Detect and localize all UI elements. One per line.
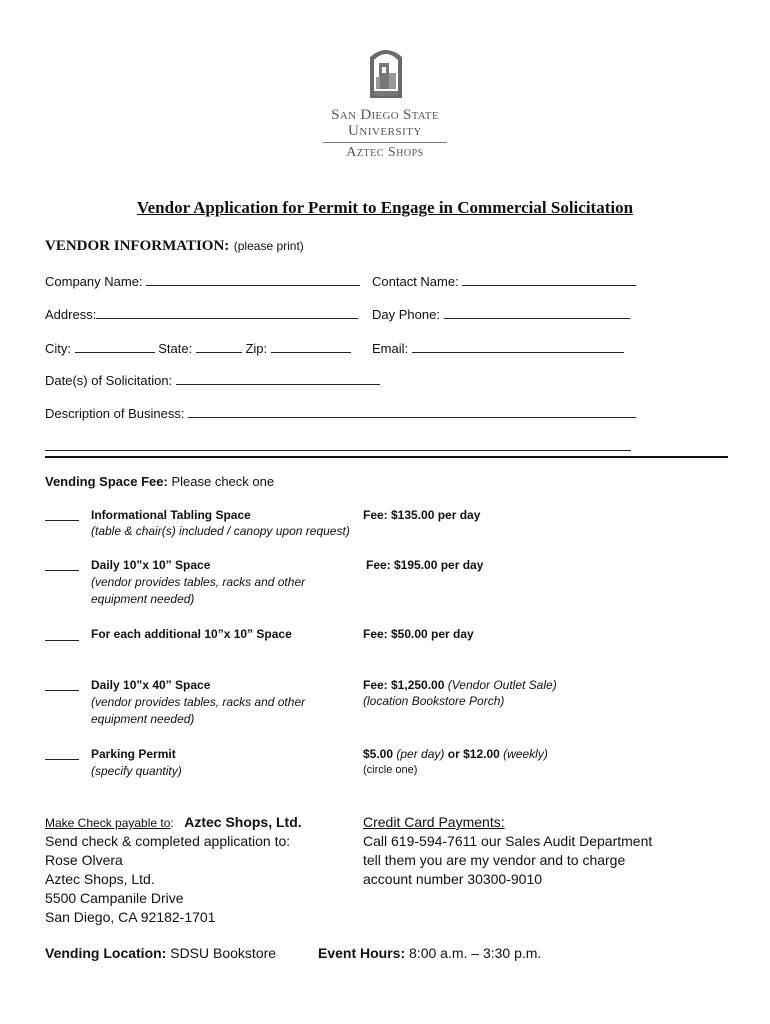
checkbox-line-10x10[interactable] <box>45 558 79 571</box>
mailing-line: Rose Olvera <box>45 852 123 868</box>
check-payable-colon: : <box>170 816 174 830</box>
vendor-info-heading-row <box>45 237 304 255</box>
option-10x40-detail-line: (vendor provides tables, racks and other <box>91 695 306 709</box>
check-payee: Aztec Shops, Ltd. <box>184 814 302 830</box>
parking-fee-daily[interactable]: $5.00 <box>363 747 394 761</box>
option-10x10-detail <box>91 574 305 608</box>
vendor-info-note: (please print) <box>233 239 304 253</box>
zip-label: Zip: <box>245 341 268 356</box>
parking-fee-weekly[interactable]: $12.00 <box>463 747 500 761</box>
option-10x40-fee: Fee: $1,250.00 <box>363 678 445 692</box>
vending-location-value: SDSU Bookstore <box>170 945 277 961</box>
mailing-line: Aztec Shops, Ltd. <box>45 871 155 887</box>
city-field[interactable] <box>75 340 155 353</box>
option-parking-name: Parking Permit <box>91 747 176 761</box>
option-10x40-fee-location: (location Bookstore Porch) <box>363 694 505 708</box>
option-tabling-detail: (table & chair(s) included / canopy upon request) <box>91 524 350 538</box>
dates-row <box>45 372 380 388</box>
dates-field[interactable] <box>176 372 380 385</box>
university-logo <box>300 45 470 165</box>
contact-name-field[interactable] <box>462 273 636 286</box>
logo-line-2: University <box>348 123 422 139</box>
city-state-zip-row <box>45 340 351 356</box>
option-tabling-fee: Fee: $135.00 per day <box>363 508 481 522</box>
logo-line-3: Aztec Shops <box>346 145 424 160</box>
option-10x40-name: Daily 10”x 40” Space <box>91 678 211 692</box>
option-10x10-fee: Fee: $195.00 per day <box>366 558 484 572</box>
address-field[interactable] <box>96 306 358 319</box>
company-name-field[interactable] <box>146 273 360 286</box>
credit-card-line: tell them you are my vendor and to charge <box>363 852 626 868</box>
parking-circle-note: (circle one) <box>363 764 418 776</box>
mailing-address-block <box>45 832 290 927</box>
credit-card-line: account number 30300-9010 <box>363 871 543 887</box>
vending-location-label: Vending Location: <box>45 945 167 961</box>
option-tabling-name: Informational Tabling Space <box>91 508 251 522</box>
fee-heading-label: Vending Space Fee: <box>45 474 168 489</box>
page-title: Vendor Application for Permit to Engage in Commercial Solicitation <box>136 198 634 217</box>
option-parking-fee-row <box>363 747 548 761</box>
logo-line-1: San Diego State <box>331 107 439 123</box>
fee-heading-row <box>45 474 274 489</box>
fee-heading-instruction: Please check one <box>171 474 275 489</box>
credit-card-heading: Credit Card Payments: <box>363 814 505 830</box>
section-divider <box>45 456 728 458</box>
event-hours-row <box>318 945 541 961</box>
checkbox-line-parking[interactable] <box>45 747 79 760</box>
option-10x40-detail-line: equipment needed) <box>91 712 195 726</box>
check-payable-row <box>45 814 302 832</box>
contact-name-row <box>372 273 636 289</box>
checkbox-line-10x40[interactable] <box>45 678 79 691</box>
company-name-row <box>45 273 360 289</box>
address-label: Address: <box>45 307 97 322</box>
state-field[interactable] <box>196 340 242 353</box>
dates-label: Date(s) of Solicitation: <box>45 373 173 388</box>
tower-icon <box>369 47 403 99</box>
parking-fee-daily-note: (per day) <box>396 747 445 761</box>
zip-field[interactable] <box>271 340 351 353</box>
event-hours-label: Event Hours: <box>318 945 406 961</box>
option-10x40-fee-row <box>363 678 557 692</box>
logo-divider <box>323 142 447 143</box>
day-phone-row <box>372 306 630 322</box>
day-phone-field[interactable] <box>444 306 630 319</box>
option-additional-name: For each additional 10”x 10” Space <box>91 627 292 641</box>
option-10x10-name: Daily 10”x 10” Space <box>91 558 211 572</box>
parking-fee-or: or <box>447 747 460 761</box>
credit-card-line: Call 619-594-7611 our Sales Audit Department <box>363 833 653 849</box>
option-10x10-detail-line: (vendor provides tables, racks and other <box>91 575 306 589</box>
option-10x40-fee-note: (Vendor Outlet Sale) <box>447 678 557 692</box>
vending-location-row <box>45 945 276 961</box>
checkbox-line-additional[interactable] <box>45 628 79 641</box>
credit-card-block <box>363 832 652 889</box>
company-name-label: Company Name: <box>45 274 143 289</box>
state-label: State: <box>158 341 193 356</box>
email-label: Email: <box>372 341 409 356</box>
option-10x40-detail <box>91 694 305 728</box>
option-additional-fee: Fee: $50.00 per day <box>363 627 474 641</box>
checkbox-line-tabling[interactable] <box>45 508 79 521</box>
check-payable-label: Make Check payable to <box>45 816 171 830</box>
email-field[interactable] <box>412 340 624 353</box>
option-parking-detail: (specify quantity) <box>91 764 182 778</box>
contact-name-label: Contact Name: <box>372 274 459 289</box>
mailing-line: 5500 Campanile Drive <box>45 890 184 906</box>
description-field-line-2[interactable] <box>45 450 631 451</box>
mailing-line: Send check & completed application to: <box>45 833 291 849</box>
day-phone-label: Day Phone: <box>372 307 440 322</box>
vendor-info-heading: VENDOR INFORMATION: <box>45 238 230 254</box>
option-10x10-detail-line: equipment needed) <box>91 592 195 606</box>
email-row <box>372 340 624 356</box>
mailing-line: San Diego, CA 92182-1701 <box>45 909 216 925</box>
event-hours-value: 8:00 a.m. – 3:30 p.m. <box>409 945 542 961</box>
address-row <box>45 306 358 322</box>
description-label: Description of Business: <box>45 406 185 421</box>
city-label: City: <box>45 341 71 356</box>
description-row <box>45 405 636 421</box>
parking-fee-weekly-note: (weekly) <box>503 747 548 761</box>
description-field[interactable] <box>188 405 636 418</box>
